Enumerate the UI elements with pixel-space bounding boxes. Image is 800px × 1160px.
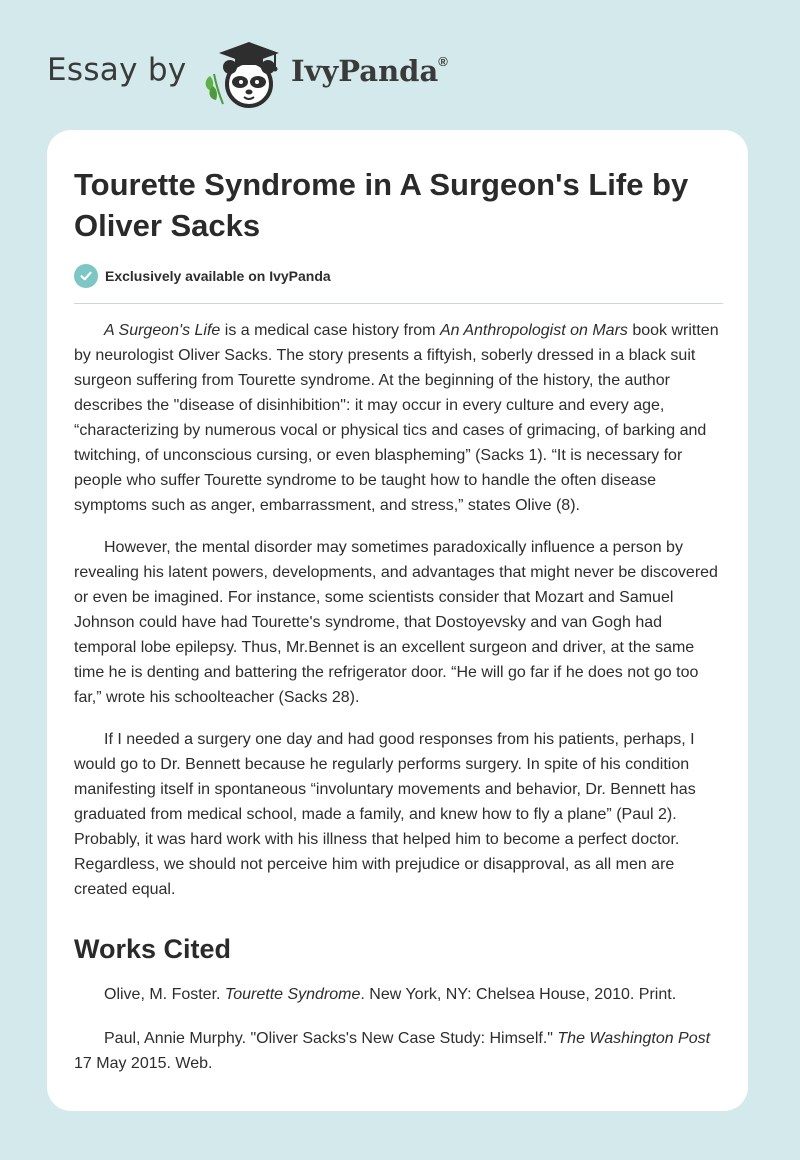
- book-title-italic: A Surgeon's Life: [104, 322, 221, 339]
- paragraph-text: is a medical case history from: [220, 322, 440, 339]
- brand-text: IvyPanda: [291, 54, 439, 88]
- divider: [74, 303, 723, 304]
- site-header: [47, 36, 747, 106]
- essay-body: [74, 318, 724, 1095]
- citation-item: [74, 982, 724, 1007]
- citation-title: Tourette Syndrome: [224, 986, 361, 1003]
- badge-text: Exclusively available on IvyPanda: [105, 268, 331, 284]
- panda-graduate-icon[interactable]: [203, 36, 289, 108]
- citation-text: Olive, M. Foster.: [104, 986, 225, 1003]
- brand-name[interactable]: [291, 54, 448, 88]
- essay-by-label: Essay by: [47, 52, 187, 88]
- check-icon: [74, 264, 98, 288]
- essay-card: [47, 130, 748, 1111]
- citation-text: 17 May 2015. Web.: [74, 1055, 213, 1072]
- citation-title: The Washington Post: [557, 1030, 711, 1047]
- works-cited-heading: Works Cited: [74, 934, 232, 964]
- paragraph-text: book written by neurologist Oliver Sacks. The story presents a fiftyish, soberly dressed in a black suit surgeon suffering from Tourette syndrome. At the beginning of the history, the author describes the "disease of disinhibition": it may occur in every culture and every age, “characterizing by numerous vocal or physical tics and cases of grimacing, of barking and twitching, of unconscious cursing, or even blaspheming” (Sacks 1). “It is necessary for people who suffer Tourette syndrome to be taught how to handle the often disease symptoms such as anger, embarrassment, and stress,” states Olive (8).: [74, 322, 719, 514]
- citation-item: [74, 1026, 724, 1076]
- registered-mark: ®: [438, 54, 448, 70]
- paragraph-3: If I needed a surgery one day and had good responses from his patients, perhaps, I would go to Dr. Bennett because he regularly performs surgery. In spite of his condition manifesting itself in spontaneous “involuntary movements and behavior, Dr. Bennett has graduated from medical school, made a family, and knew how to fly a plane” (Paul 2). Probably, it was hard work with his illness that helped him to become a perfect doctor. Regardless, we should not perceive him with prejudice or disapproval, as all men are created equal.: [74, 731, 696, 898]
- paragraph-1: [74, 318, 724, 518]
- essay-title: Tourette Syndrome in A Surgeon's Life by Oliver Sacks: [74, 167, 689, 243]
- book-title-italic: An Anthropologist on Mars: [439, 322, 628, 339]
- exclusive-badge: [74, 263, 331, 289]
- paragraph-2: However, the mental disorder may sometimes paradoxically influence a person by revealing his latent powers, developments, and advantages that might never be discovered or even be imagined. For instance, some scientists consider that Mozart and Samuel Johnson could have had Tourette's syndrome, that Dostoyevsky and van Gogh had temporal lobe epilepsy. Thus, Mr.Bennet is an excellent surgeon and driver, at the same time he is denting and battering the refrigerator door. “He will go far if he does not go too far,” wrote his schoolteacher (Sacks 28).: [74, 539, 718, 706]
- citation-text: . New York, NY: Chelsea House, 2010. Print.: [360, 986, 677, 1003]
- citation-text: Paul, Annie Murphy. "Oliver Sacks's New Case Study: Himself.": [104, 1030, 558, 1047]
